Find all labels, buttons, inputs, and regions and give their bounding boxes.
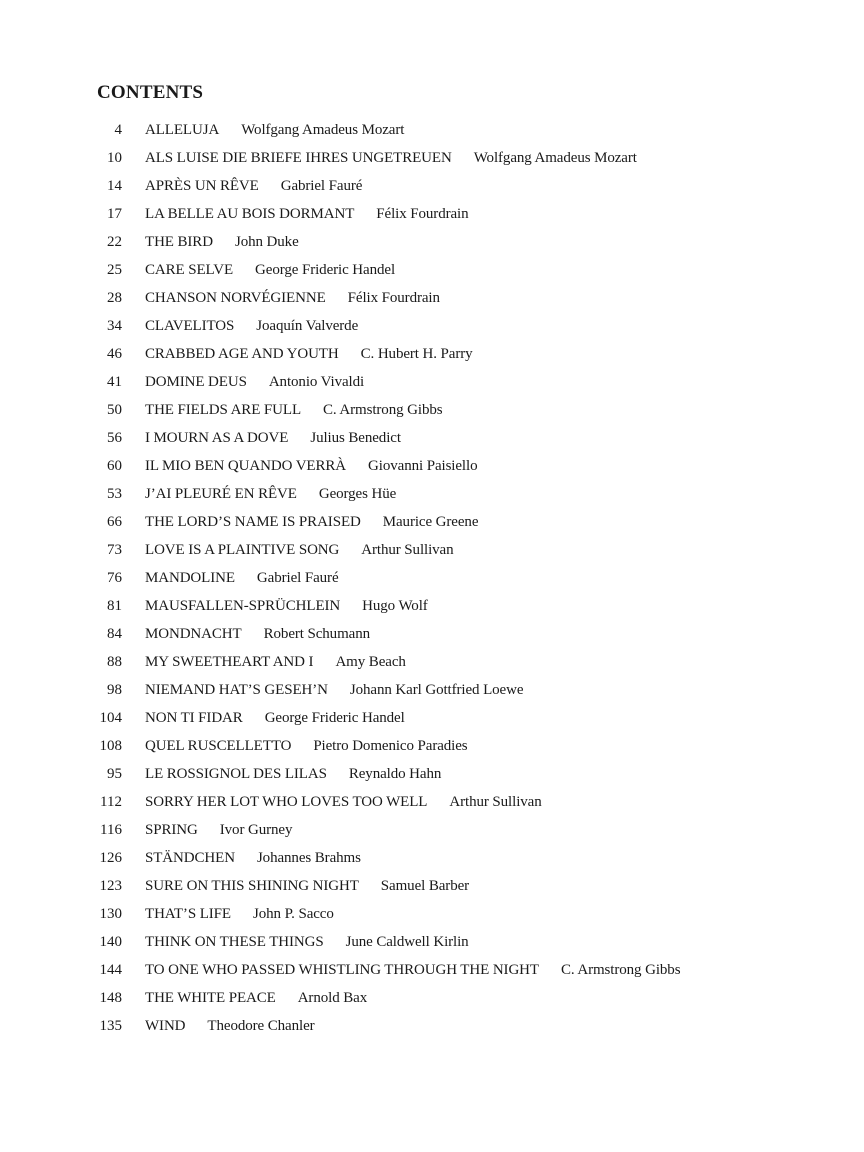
contents-entry [0, 452, 864, 480]
contents-entry [0, 620, 864, 648]
entry-song-title: NIEMAND HAT’S GESEH’N [145, 682, 328, 698]
entry-composer: George Frideric Handel [255, 262, 396, 278]
entry-page-number: 60 [107, 458, 122, 474]
entry-page-number: 148 [99, 990, 122, 1006]
entry-composer: Georges Hüe [318, 486, 397, 502]
entry-text [145, 816, 292, 844]
entry-song-title: MY SWEETHEART AND I [145, 654, 314, 670]
entry-composer: C. Hubert H. Parry [360, 346, 473, 362]
contents-entry [0, 816, 864, 844]
entry-composer: John Duke [234, 234, 299, 250]
entry-page-number: 4 [114, 122, 122, 138]
entry-composer: C. Armstrong Gibbs [560, 962, 681, 978]
entry-composer: Ivor Gurney [219, 822, 293, 838]
contents-entry [0, 256, 864, 284]
entry-song-title: ALLELUJA [145, 122, 220, 138]
entry-text [145, 844, 361, 872]
entry-text [145, 648, 406, 676]
entry-page-number: 144 [99, 962, 122, 978]
entry-song-title: MANDOLINE [145, 570, 235, 586]
entry-song-title: WIND [145, 1018, 186, 1034]
contents-entry [0, 228, 864, 256]
entry-text [145, 788, 542, 816]
entry-text [145, 368, 364, 396]
entry-page-number: 104 [99, 710, 122, 726]
contents-entry [0, 172, 864, 200]
entry-song-title: CARE SELVE [145, 262, 234, 278]
entry-composer: Pietro Domenico Paradies [313, 738, 468, 754]
entry-text [145, 284, 440, 312]
entry-text [145, 732, 468, 760]
entry-text [145, 564, 339, 592]
entry-song-title: APRÈS UN RÊVE [145, 178, 259, 194]
entry-page-number: 88 [107, 654, 122, 670]
entry-song-title: IL MIO BEN QUANDO VERRÀ [145, 458, 347, 474]
entry-text [145, 312, 358, 340]
entry-page-number: 73 [107, 542, 122, 558]
entry-page-number: 53 [107, 486, 122, 502]
entry-text [145, 340, 473, 368]
contents-entry [0, 424, 864, 452]
entry-song-title: CHANSON NORVÉGIENNE [145, 290, 326, 306]
entry-page-number: 108 [99, 738, 122, 754]
contents-entry [0, 676, 864, 704]
entry-composer: Joaquín Valverde [256, 318, 359, 334]
contents-entry [0, 564, 864, 592]
contents-entry [0, 984, 864, 1012]
contents-list [0, 116, 864, 1040]
entry-text [145, 480, 396, 508]
entry-song-title: THE LORD’S NAME IS PRAISED [145, 514, 361, 530]
entry-song-title: STÄNDCHEN [145, 850, 235, 866]
entry-composer: Reynaldo Hahn [348, 766, 442, 782]
entry-composer: Julius Benedict [310, 430, 401, 446]
contents-entry [0, 704, 864, 732]
entry-text [145, 956, 680, 984]
entry-page-number: 14 [107, 178, 122, 194]
entry-composer: Hugo Wolf [362, 598, 428, 614]
entry-song-title: THAT’S LIFE [145, 906, 231, 922]
contents-entry [0, 200, 864, 228]
entry-page-number: 34 [107, 318, 122, 334]
contents-entry [0, 340, 864, 368]
entry-song-title: THE FIELDS ARE FULL [145, 402, 302, 418]
entry-song-title: SURE ON THIS SHINING NIGHT [145, 878, 359, 894]
entry-text [145, 116, 404, 144]
contents-entry [0, 928, 864, 956]
entry-text [145, 200, 469, 228]
entry-page-number: 140 [99, 934, 122, 950]
contents-entry [0, 956, 864, 984]
entry-text [145, 676, 523, 704]
entry-text [145, 172, 362, 200]
entry-composer: Arthur Sullivan [449, 794, 542, 810]
entry-composer: John P. Sacco [252, 906, 334, 922]
entry-song-title: THE WHITE PEACE [145, 990, 276, 1006]
entry-text [145, 536, 454, 564]
contents-entry [0, 480, 864, 508]
entry-composer: Wolfgang Amadeus Mozart [473, 150, 637, 166]
entry-song-title: NON TI FIDAR [145, 710, 243, 726]
entry-page-number: 116 [100, 822, 122, 838]
entry-page-number: 25 [107, 262, 122, 278]
entry-song-title: SORRY HER LOT WHO LOVES TOO WELL [145, 794, 428, 810]
entry-text [145, 760, 441, 788]
entry-song-title: I MOURN AS A DOVE [145, 430, 289, 446]
entry-text [145, 424, 401, 452]
entry-text [145, 704, 405, 732]
entry-page-number: 46 [107, 346, 122, 362]
entry-composer: Arthur Sullivan [361, 542, 454, 558]
entry-text [145, 984, 367, 1012]
contents-entry [0, 592, 864, 620]
entry-page-number: 112 [100, 794, 122, 810]
entry-composer: Samuel Barber [380, 878, 470, 894]
entry-composer: Wolfgang Amadeus Mozart [241, 122, 405, 138]
entry-page-number: 41 [107, 374, 122, 390]
entry-composer: George Frideric Handel [264, 710, 405, 726]
entry-text [145, 144, 637, 172]
entry-text [145, 592, 428, 620]
entry-song-title: LOVE IS A PLAINTIVE SONG [145, 542, 340, 558]
entry-page-number: 130 [99, 906, 122, 922]
entry-composer: June Caldwell Kirlin [345, 934, 469, 950]
entry-song-title: DOMINE DEUS [145, 374, 247, 390]
contents-entry [0, 536, 864, 564]
entry-text [145, 396, 443, 424]
contents-entry [0, 116, 864, 144]
entry-song-title: THE BIRD [145, 234, 213, 250]
entry-text [145, 900, 334, 928]
contents-entry [0, 844, 864, 872]
entry-composer: Maurice Greene [382, 514, 479, 530]
entry-composer: Gabriel Fauré [256, 570, 339, 586]
entry-page-number: 98 [107, 682, 122, 698]
entry-song-title: CRABBED AGE AND YOUTH [145, 346, 339, 362]
entry-page-number: 135 [99, 1018, 122, 1034]
entry-composer: Félix Fourdrain [376, 206, 469, 222]
entry-song-title: LA BELLE AU BOIS DORMANT [145, 206, 355, 222]
entry-composer: Antonio Vivaldi [268, 374, 365, 390]
entry-composer: Johannes Brahms [256, 850, 361, 866]
entry-song-title: MAUSFALLEN-SPRÜCHLEIN [145, 598, 341, 614]
entry-composer: Johann Karl Gottfried Loewe [349, 682, 524, 698]
entry-song-title: MONDNACHT [145, 626, 242, 642]
contents-entry [0, 1012, 864, 1040]
contents-entry [0, 788, 864, 816]
contents-entry [0, 144, 864, 172]
entry-composer: Giovanni Paisiello [368, 458, 478, 474]
entry-composer: C. Armstrong Gibbs [323, 402, 443, 418]
entry-page-number: 50 [107, 402, 122, 418]
entry-song-title: ALS LUISE DIE BRIEFE IHRES UNGETREUEN [145, 150, 452, 166]
entry-page-number: 84 [107, 626, 122, 642]
entry-page-number: 95 [107, 766, 122, 782]
entry-page-number: 126 [99, 850, 122, 866]
entry-composer: Amy Beach [335, 654, 406, 670]
entry-text [145, 452, 477, 480]
entry-composer: Félix Fourdrain [347, 290, 440, 306]
entry-text [145, 1012, 315, 1040]
entry-page-number: 56 [107, 430, 122, 446]
entry-song-title: J’AI PLEURÉ EN RÊVE [145, 486, 297, 502]
contents-entry [0, 648, 864, 676]
entry-page-number: 22 [107, 234, 122, 250]
page-title: CONTENTS [97, 82, 204, 103]
contents-entry [0, 900, 864, 928]
entry-page-number: 123 [99, 878, 122, 894]
entry-text [145, 256, 395, 284]
entry-composer: Robert Schumann [263, 626, 371, 642]
entry-page-number: 66 [107, 514, 122, 530]
entry-page-number: 81 [107, 598, 122, 614]
entry-text [145, 928, 469, 956]
entry-page-number: 76 [107, 570, 122, 586]
entry-song-title: QUEL RUSCELLETTO [145, 738, 292, 754]
entry-text [145, 872, 469, 900]
contents-entry [0, 312, 864, 340]
entry-composer: Gabriel Fauré [280, 178, 363, 194]
entry-page-number: 17 [107, 206, 122, 222]
entry-text [145, 508, 478, 536]
entry-song-title: TO ONE WHO PASSED WHISTLING THROUGH THE NIGHT [145, 962, 539, 978]
entry-song-title: LE ROSSIGNOL DES LILAS [145, 766, 327, 782]
contents-entry [0, 396, 864, 424]
entry-text [145, 228, 299, 256]
contents-entry [0, 760, 864, 788]
contents-entry [0, 284, 864, 312]
entry-page-number: 28 [107, 290, 122, 306]
entry-text [145, 620, 370, 648]
entry-page-number: 10 [107, 150, 122, 166]
contents-entry [0, 508, 864, 536]
contents-entry [0, 732, 864, 760]
entry-song-title: THINK ON THESE THINGS [145, 934, 324, 950]
contents-entry [0, 872, 864, 900]
contents-entry [0, 368, 864, 396]
entry-song-title: CLAVELITOS [145, 318, 235, 334]
entry-composer: Arnold Bax [297, 990, 368, 1006]
entry-song-title: SPRING [145, 822, 198, 838]
entry-composer: Theodore Chanler [207, 1018, 315, 1034]
